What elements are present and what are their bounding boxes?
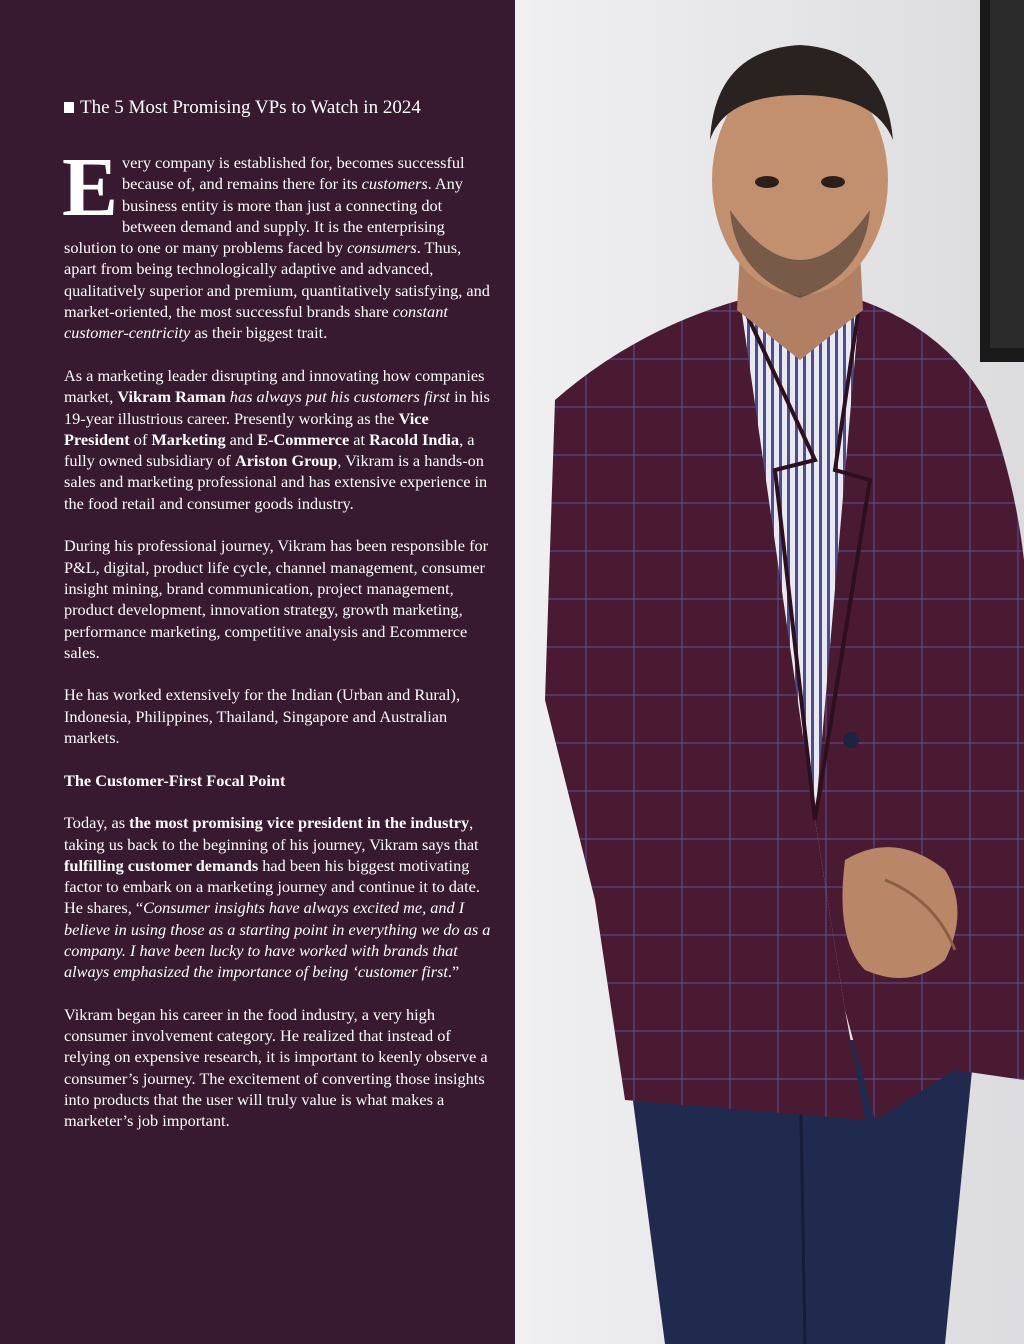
- blazer-button: [843, 732, 859, 748]
- portrait-illustration: [515, 0, 1024, 1344]
- section-kicker: [64, 96, 421, 120]
- portrait-photo: [515, 0, 1024, 1344]
- paragraph-food-industry: Vikram began his career in the food industry, a very high consumer involvement category. He realized that instead of relying on expensive research, it is important to keenly observe a consumer’s journey. The excitement of converting those insights into products that the user will truly value is what makes a marketer’s job important.: [64, 1004, 488, 1131]
- article-body: [62, 141, 494, 1153]
- paragraph-career: As a marketing leader disrupting and innovating how companies market, Vikram Raman has always put his customers first in his 19-year illustrious career. Presently working as the Vice President of Marketing and E-Commerce at Racold India, a fully owned subsidiary of Ariston Group, Vikram is a hands-on sales and marketing professional and has extensive experience in the food retail and consumer goods industry.: [64, 365, 490, 513]
- paragraph-intro: Every company is established for, becomes successful because of, and remains there for its customers. Any business entity is more than just a connecting dot between demand and supply. It is the enterprising solution to one or many problems faced by consumers. Thus, apart from being technologically adaptive and advanced, qualitatively superior and premium, quantitatively satisfying, and market-oriented, the most successful brands share constant customer-centricity as their biggest trait.: [62, 141, 490, 343]
- subheading: The Customer-First Focal Point: [64, 770, 286, 790]
- square-bullet-icon: [64, 102, 74, 113]
- drop-cap: E: [62, 141, 119, 234]
- kicker-text: The 5 Most Promising VPs to Watch in 2024: [80, 97, 421, 118]
- paragraph-markets: He has worked extensively for the Indian (Urban and Rural), Indonesia, Philippines, Thailand, Singapore and Australian markets.: [64, 685, 461, 748]
- clasped-hands: [843, 847, 958, 978]
- wall-frame: [980, 0, 1024, 362]
- paragraph-responsibilities: During his professional journey, Vikram has been responsible for P&L, digital, product life cycle, channel management, consumer insight mining, brand communication, project management, product development, innovation strategy, growth marketing, performance marketing, competitive analysis and Ecommerce sales.: [64, 536, 489, 662]
- paragraph-quote: Today, as the most promising vice president in the industry, taking us back to the beginning of his journey, Vikram says that fulfilling customer demands had been his biggest motivating factor to embark on a marketing journey and continue it to date. He shares, “Consumer insights have always excited me, and I believe in using those as a starting point in everything we do as a company. I have been lucky to have worked with brands that always emphasized the importance of being ‘customer first.”: [64, 813, 491, 982]
